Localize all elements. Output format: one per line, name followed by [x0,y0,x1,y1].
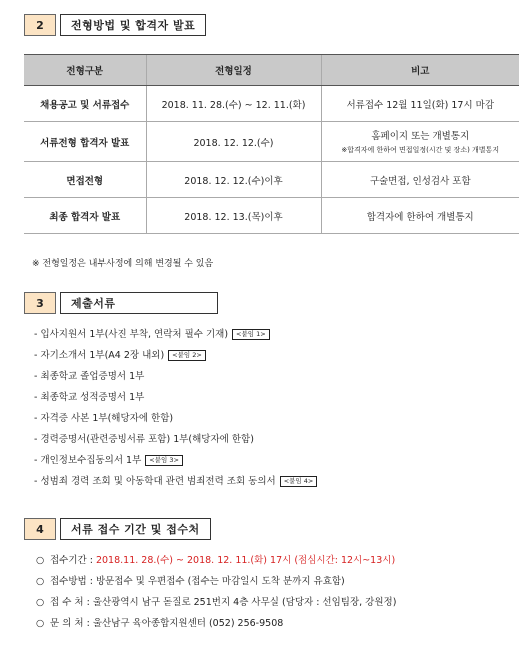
section-number: 4 [24,518,56,540]
list-item [34,366,317,387]
remark-cell [321,162,519,198]
remark-cell [321,122,519,162]
remark-text: 합격자에 한하여 개별통지 [366,211,474,223]
document-text: - 최종학교 성적증명서 1부 [34,392,145,403]
column-header: 비고 [321,55,519,86]
attachment-badge: <붙임 4> [280,476,318,487]
attachment-badge: <붙임 3> [145,455,183,466]
attachment-badge: <붙임 1> [232,329,270,340]
document-text: - 개인정보수집동의서 1부 [34,455,142,466]
list-item [36,592,396,613]
list-item [36,613,396,634]
section-number: 3 [24,292,56,314]
section-3-header [24,292,218,314]
list-item [36,571,396,592]
date-cell: 2018. 12. 13.(목)이후 [146,198,321,234]
document-text: - 경력증명서(관련증빙서류 포함) 1부(해당자에 한함) [34,434,254,445]
table-row [24,86,519,122]
list-item [34,429,317,450]
submission-info-list [36,550,396,634]
table-row [24,198,519,234]
remark-subnote: ※합격자에 한하여 면접일정(시간 및 장소) 개별통지 [341,146,500,154]
section-title: 서류 접수 기간 및 접수처 [60,518,211,540]
document-text: - 최종학교 졸업증명서 1부 [34,371,145,382]
date-cell: 2018. 11. 28.(수) ~ 12. 11.(화) [146,86,321,122]
document-text: - 성범죄 경력 조회 및 아동학대 관련 범죄전력 조회 동의서 [34,476,276,487]
schedule-table [24,54,519,234]
document-text: - 입사지원서 1부(사진 부착, 연락처 필수 기재) [34,329,229,340]
info-label: 접수기간 : [50,555,96,566]
table-row [24,122,519,162]
stage-cell: 서류전형 합격자 발표 [24,122,146,162]
list-item [34,324,317,345]
remark-cell [321,198,519,234]
info-value: 방문접수 및 우편접수 (접수는 마감일시 도착 분까지 유효함) [95,576,345,587]
section-number: 2 [24,14,56,36]
circle-bullet-icon: ○ [36,576,45,587]
date-cell: 2018. 12. 12.(수)이후 [146,162,321,198]
circle-bullet-icon: ○ [36,597,45,608]
section-2-header [24,14,206,36]
attachment-badge: <붙임 2> [168,350,206,361]
date-cell: 2018. 12. 12.(수) [146,122,321,162]
stage-cell: 면접전형 [24,162,146,198]
section-title: 제출서류 [60,292,218,314]
section-4-header [24,518,211,540]
info-value-highlight: 2018.11. 28.(수) ~ 2018. 12. 11.(화) 17시 (점심시간: 12시~13시) [95,555,396,566]
table-header-row [24,55,519,86]
remark-cell [321,86,519,122]
info-value: 울산남구 육아종합지원센터 (052) 256-9508 [92,618,284,629]
remark-text: 홈페이지 또는 개별통지 [371,131,470,142]
info-label: 접수방법 : [50,576,96,587]
list-item [34,450,317,471]
column-header: 전형구분 [24,55,146,86]
info-label: 접 수 처 : [50,597,93,608]
list-item [34,471,317,492]
list-item [36,550,396,571]
info-value: 울산광역시 남구 돋질로 251번지 4층 사무실 (담당자 : 선임팀장, 강원정) [92,597,397,608]
circle-bullet-icon: ○ [36,618,45,629]
circle-bullet-icon: ○ [36,555,45,566]
stage-cell: 채용공고 및 서류접수 [24,86,146,122]
list-item [34,408,317,429]
info-label: 문 의 처 : [50,618,93,629]
stage-cell: 최종 합격자 발표 [24,198,146,234]
column-header: 전형일정 [146,55,321,86]
remark-text: 서류접수 12월 11일(화) 17시 마감 [346,99,495,111]
document-text: - 자격증 사본 1부(해당자에 한함) [34,413,174,424]
document-text: - 자기소개서 1부(A4 2장 내외) [34,350,165,361]
list-item [34,345,317,366]
schedule-note: ※ 전형일정은 내부사정에 의해 변경될 수 있음 [32,259,214,269]
list-item [34,387,317,408]
document-list [34,324,317,492]
section-title: 전형방법 및 합격자 발표 [60,14,206,36]
table-row [24,162,519,198]
remark-text: 구술면접, 인성검사 포함 [369,175,471,187]
